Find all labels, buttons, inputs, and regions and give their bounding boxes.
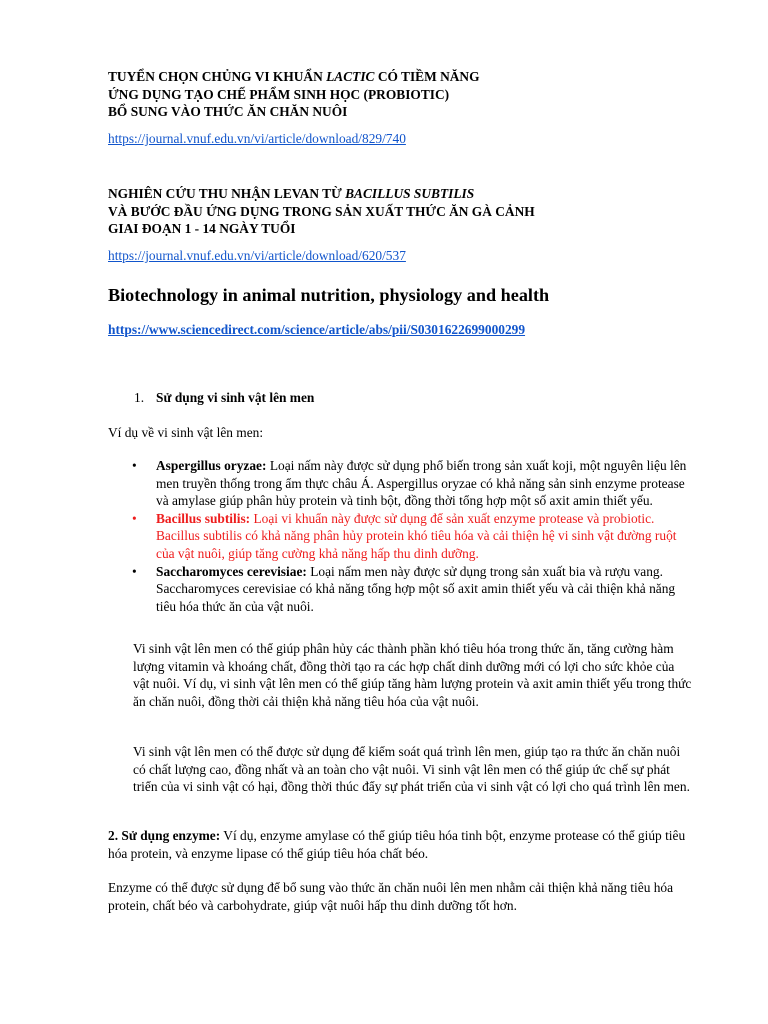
ref2-title [108, 185, 700, 238]
ref2-link[interactable]: https://journal.vnuf.edu.vn/vi/article/download/620/537 [108, 248, 406, 263]
section1-paragraph-1: Vi sinh vật lên men có thể giúp phân hủy các thành phần khó tiêu hóa trong thức ăn, tăng cường hàm lượng vitamin và khoáng chất, đồng thời tạo ra các hợp chất dinh dưỡng mới có lợi cho sức khỏe của vật nuôi. Ví dụ, vi sinh vật lên men có thể giúp tăng hàm lượng protein và axit amin thiết yếu trong thức ăn chăn nuôi, đồng thời cải thiện khả năng tiêu hóa của vật nuôi. [133, 641, 692, 709]
list-item [132, 563, 696, 616]
fermenting-microbes-list [132, 457, 696, 615]
bullet-term: Saccharomyces cerevisiae: [156, 563, 307, 579]
section2-paragraph-2: Enzyme có thể được sử dụng để bổ sung vào thức ăn chăn nuôi lên men nhằm cải thiện khả năng tiêu hóa protein, chất béo và carbohydrate, giúp vật nuôi hấp thu dinh dưỡng tốt hơn. [108, 880, 674, 913]
section1-number: 1. [134, 390, 145, 405]
bullet-icon: • [132, 510, 137, 526]
ref1-link[interactable]: https://journal.vnuf.edu.vn/vi/article/download/829/740 [108, 131, 406, 146]
ref1-title-line3: BỔ SUNG VÀO THỨC ĂN CHĂN NUÔI [108, 104, 348, 120]
ref2-title-line3: GIAI ĐOẠN 1 - 14 NGÀY TUỔI [108, 221, 296, 237]
section2-text: Ví dụ, enzyme amylase có thể giúp tiêu hóa tinh bột, enzyme protease có thể giúp tiêu hóa protein, và enzyme lipase có thể giúp tiêu hóa chất béo. [108, 828, 686, 861]
ref2-link-row [108, 247, 700, 265]
ref3-link[interactable]: https://www.sciencedirect.com/science/article/abs/pii/S0301622699000299 [108, 322, 526, 337]
ref1-link-row [108, 130, 700, 148]
list-item [132, 510, 696, 563]
ref1-title-text-end: CÓ TIỀM NĂNG [374, 69, 480, 84]
list-item [132, 457, 696, 510]
section1-paragraph-2: Vi sinh vật lên men có thể được sử dụng để kiểm soát quá trình lên men, giúp tạo ra thức ăn chăn nuôi có chất lượng cao, đồng nhất và an toàn cho vật nuôi. Vi sinh vật lên men có thể giúp ức chế sự phát triển của vi sinh vật có hại, đồng thời thúc đẩy sự phát triển của vi sinh vật có lợi cho quá trình lên men. [133, 744, 690, 795]
ref2-title-italic: BACILLUS SUBTILIS [345, 186, 475, 201]
section1-heading [134, 389, 314, 407]
section1-intro: Ví dụ về vi sinh vật lên men: [108, 425, 264, 440]
ref1-title [108, 68, 700, 121]
section2-heading: 2. Sử dụng enzyme: [108, 828, 221, 843]
ref2-title-text: NGHIÊN CỨU THU NHẬN LEVAN TỪ [108, 186, 346, 201]
bullet-text: Loại nấm men này được sử dụng trong sản xuất bia và rượu vang. Saccharomyces cerevisiae có khả năng tổng hợp một số axit amin thiết yếu và cải thiện khả năng tiêu hóa thức ăn của vật nuôi. [156, 563, 676, 614]
bullet-term: Bacillus subtilis: [156, 510, 251, 526]
ref1-title-text: TUYỂN CHỌN CHỦNG VI KHUẨN [108, 69, 327, 84]
ref3-link-row [108, 321, 700, 339]
section2-paragraph [108, 827, 700, 862]
bullet-icon: • [132, 458, 137, 473]
bullet-term: Aspergillus oryzae: [156, 458, 267, 473]
ref3-heading: Biotechnology in animal nutrition, physiology and health [108, 285, 550, 305]
bullet-icon: • [132, 563, 137, 579]
bullet-text: Loại vi khuẩn này được sử dụng để sản xuất enzyme protease và probiotic. Bacillus subtilis có khả năng phân hủy protein khó tiêu hóa và cải thiện hệ vi sinh vật đường ruột của vật nuôi, giúp tăng cường khả năng hấp thu dinh dưỡng. [156, 510, 677, 561]
ref1-title-line1 [108, 68, 700, 86]
ref2-title-line1 [108, 185, 700, 203]
ref1-title-line2: ỨNG DỤNG TẠO CHẾ PHẨM SINH HỌC (PROBIOTIC) [108, 86, 450, 102]
bullet-text: Loại nấm này được sử dụng phổ biến trong sản xuất koji, một nguyên liệu lên men truyền thống trong ẩm thực châu Á. Aspergillus oryzae có khả năng sản sinh enzyme protease và amylase giúp phân hủy protein và tinh bột, đồng thời tổng hợp một số axit amin thiết yếu. [156, 458, 687, 509]
ref1-title-italic: LACTIC [326, 69, 375, 84]
ref2-title-line2: VÀ BƯỚC ĐẦU ỨNG DỤNG TRONG SẢN XUẤT THỨC ĂN GÀ CẢNH [108, 203, 535, 219]
section1-heading-text: Sử dụng vi sinh vật lên men [156, 390, 315, 405]
